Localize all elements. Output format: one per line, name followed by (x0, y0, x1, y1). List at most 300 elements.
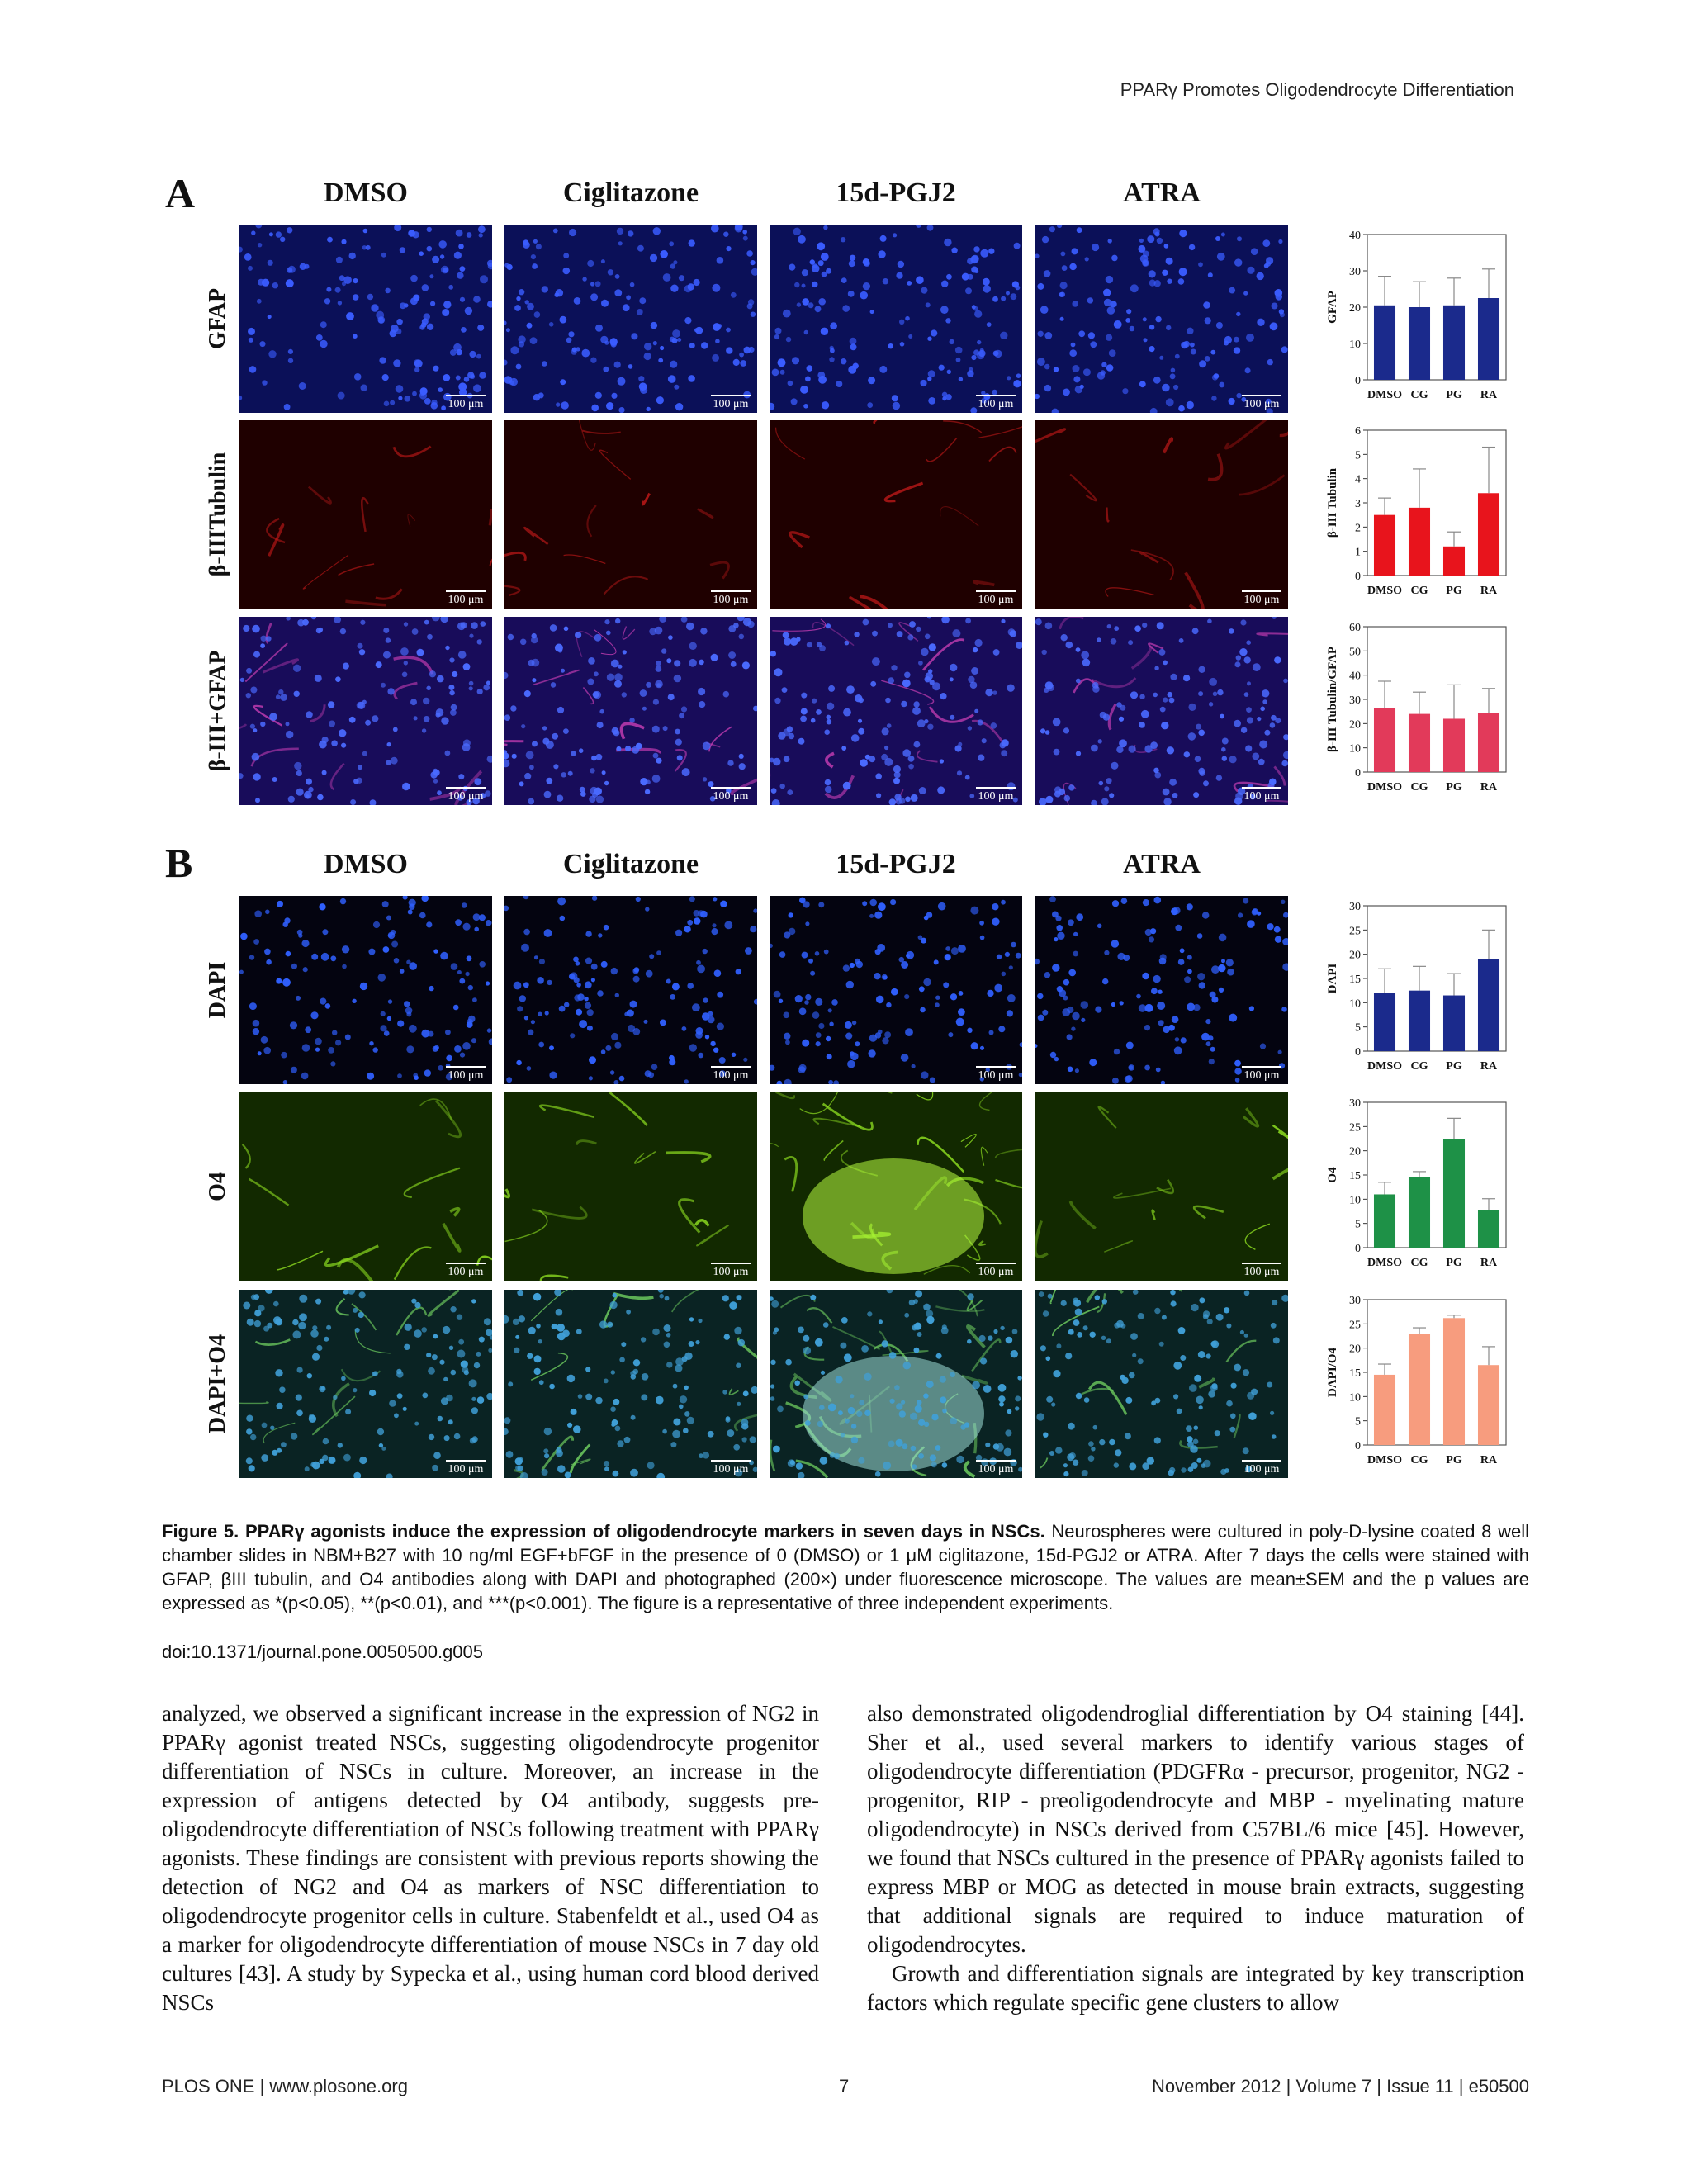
cell-nucleus (1076, 1393, 1082, 1400)
bar (1409, 508, 1430, 576)
cell-nucleus (910, 1413, 917, 1420)
cell-nucleus (1044, 364, 1050, 370)
micrograph-background (504, 420, 757, 609)
cell-nucleus (959, 991, 964, 996)
cell-nucleus (935, 1002, 940, 1007)
cell-nucleus (438, 387, 443, 392)
micrograph-drawing (504, 1290, 757, 1478)
cell-nucleus (1262, 699, 1267, 704)
cell-nucleus (1197, 973, 1205, 980)
cell-nucleus (883, 1462, 891, 1470)
cell-nucleus (974, 310, 982, 318)
cell-nucleus (653, 341, 657, 345)
cell-nucleus (277, 1403, 283, 1409)
cell-nucleus (942, 1462, 948, 1468)
cell-nucleus (1040, 306, 1049, 314)
cell-nucleus (829, 1022, 833, 1026)
cell-nucleus (506, 1451, 514, 1458)
cell-nucleus (360, 983, 367, 990)
cell-nucleus (486, 920, 492, 926)
cell-nucleus (527, 1066, 532, 1071)
bar (1374, 515, 1395, 576)
cell-nucleus (630, 282, 635, 287)
cell-nucleus (890, 899, 896, 905)
cell-nucleus (462, 902, 467, 908)
cell-nucleus (532, 263, 538, 269)
scale-bar-label: 100 μm (978, 1463, 1014, 1476)
cell-nucleus (1062, 265, 1068, 271)
cell-nucleus (637, 309, 643, 315)
cell-nucleus (737, 1295, 742, 1300)
cell-nucleus (564, 1002, 569, 1007)
cell-nucleus (812, 264, 820, 272)
cell-nucleus (1206, 1041, 1211, 1046)
cell-nucleus (1191, 349, 1196, 355)
cell-nucleus (664, 1342, 670, 1348)
cell-nucleus (547, 980, 552, 985)
cell-nucleus (426, 921, 432, 927)
cell-nucleus (801, 708, 808, 715)
cell-nucleus (518, 335, 525, 343)
cell-nucleus (529, 765, 534, 770)
cell-nucleus (335, 287, 341, 293)
cell-nucleus (651, 1064, 658, 1070)
cell-nucleus (1056, 1343, 1061, 1348)
cell-nucleus (1203, 1314, 1209, 1319)
cell-nucleus (1107, 624, 1111, 628)
cell-nucleus (439, 1360, 444, 1365)
y-tick-label: 15 (1349, 974, 1361, 986)
cell-nucleus (791, 398, 798, 405)
bar (1374, 993, 1395, 1051)
cell-nucleus (858, 728, 864, 735)
cell-nucleus (396, 1371, 403, 1377)
cell-nucleus (328, 1047, 334, 1054)
cell-nucleus (595, 281, 601, 287)
cell-nucleus (807, 365, 813, 372)
cell-nucleus (286, 279, 294, 287)
cell-nucleus (404, 661, 408, 665)
cell-nucleus (985, 1443, 990, 1447)
cell-nucleus (534, 311, 541, 318)
column-heading: Ciglitazone (562, 849, 699, 879)
cell-nucleus (1177, 1409, 1182, 1414)
cell-nucleus (288, 796, 295, 803)
row-label (201, 1290, 234, 1478)
cell-nucleus (299, 1295, 307, 1303)
cell-nucleus (684, 1353, 692, 1360)
cell-nucleus (388, 999, 392, 1003)
cell-nucleus (528, 1327, 536, 1334)
cell-nucleus (1188, 732, 1196, 741)
cell-nucleus (284, 404, 291, 410)
cell-nucleus (485, 790, 491, 797)
cell-nucleus (279, 1386, 286, 1393)
cell-nucleus (1126, 309, 1131, 314)
cell-nucleus (1106, 778, 1111, 784)
cell-nucleus (345, 1409, 351, 1414)
cell-nucleus (742, 230, 747, 235)
cell-nucleus (281, 1052, 287, 1059)
cell-nucleus (662, 1429, 667, 1434)
cell-nucleus (913, 701, 919, 707)
cell-nucleus (257, 299, 262, 304)
cell-nucleus (567, 1423, 572, 1428)
cell-nucleus (1151, 988, 1158, 994)
cell-nucleus (1229, 1427, 1235, 1433)
micrograph-drawing (239, 1290, 492, 1478)
cell-nucleus (479, 233, 483, 237)
scale-bar-line (711, 1066, 751, 1068)
cell-nucleus (884, 758, 893, 766)
cell-nucleus (927, 337, 931, 341)
cell-nucleus (1201, 1033, 1210, 1041)
cell-nucleus (1042, 1010, 1048, 1016)
cell-nucleus (538, 1012, 542, 1016)
cell-nucleus (736, 969, 741, 974)
cell-nucleus (1198, 262, 1203, 267)
cell-nucleus (405, 1324, 412, 1331)
cell-nucleus (250, 687, 257, 694)
cell-nucleus (789, 264, 795, 271)
cell-nucleus (1151, 1400, 1156, 1405)
bar (1443, 996, 1465, 1051)
micrograph-image (239, 1092, 492, 1281)
cell-nucleus (840, 1343, 846, 1349)
cell-nucleus (1243, 898, 1248, 903)
column-heading: Ciglitazone (562, 178, 699, 208)
x-tick-label: DMSO (1367, 781, 1402, 794)
cell-nucleus (992, 296, 998, 302)
scale-bar (976, 1066, 1016, 1083)
cell-nucleus (287, 268, 292, 273)
row-label-text: β-III+GFAP (205, 650, 231, 772)
cell-nucleus (1224, 1307, 1229, 1313)
cell-nucleus (851, 1424, 856, 1428)
cell-nucleus (362, 751, 367, 756)
cell-nucleus (264, 949, 271, 955)
cell-nucleus (1114, 626, 1119, 631)
cell-nucleus (417, 649, 424, 656)
cell-nucleus (1205, 1019, 1210, 1024)
cell-nucleus (796, 637, 800, 642)
cell-nucleus (1211, 396, 1216, 400)
cell-nucleus (359, 649, 365, 655)
scale-bar-label: 100 μm (448, 1463, 484, 1476)
cell-nucleus (587, 1026, 593, 1031)
cell-nucleus (1210, 992, 1216, 998)
x-tick-label: RA (1480, 389, 1498, 401)
cell-nucleus (330, 1061, 335, 1066)
cell-nucleus (1068, 784, 1074, 790)
cell-nucleus (675, 729, 680, 735)
cell-nucleus (414, 716, 418, 720)
scale-bar-line (446, 1460, 486, 1462)
cell-nucleus (538, 392, 544, 398)
cell-nucleus (912, 1464, 917, 1469)
x-tick-label: DMSO (1367, 1257, 1402, 1269)
micrograph-drawing (504, 896, 757, 1084)
cell-nucleus (1112, 1078, 1119, 1084)
cell-nucleus (797, 302, 801, 306)
cell-nucleus (880, 235, 887, 242)
cell-nucleus (419, 251, 424, 256)
cell-nucleus (674, 385, 679, 390)
cell-nucleus (252, 625, 260, 633)
cell-nucleus (1229, 1014, 1237, 1022)
cell-nucleus (1272, 1434, 1277, 1439)
cell-nucleus (576, 347, 580, 351)
cell-nucleus (333, 1395, 338, 1400)
cell-nucleus (299, 1313, 307, 1321)
cell-nucleus (858, 1457, 864, 1464)
cell-nucleus (789, 912, 793, 917)
cell-nucleus (561, 772, 566, 777)
cell-nucleus (528, 798, 534, 805)
cell-nucleus (699, 701, 705, 708)
cell-nucleus (896, 1439, 903, 1447)
cell-nucleus (359, 1291, 366, 1298)
cell-nucleus (1174, 1046, 1182, 1054)
cell-nucleus (703, 997, 708, 1002)
cell-nucleus (614, 362, 621, 368)
micrograph-drawing (239, 225, 492, 413)
micrograph-background (504, 617, 757, 805)
cell-nucleus (630, 1469, 638, 1477)
micrograph-drawing (770, 225, 1022, 413)
cell-nucleus (263, 1047, 271, 1054)
cell-nucleus (989, 1030, 994, 1035)
cell-nucleus (1219, 988, 1224, 993)
cell-nucleus (915, 1290, 922, 1297)
cell-nucleus (921, 287, 927, 294)
cell-nucleus (398, 396, 402, 400)
cell-nucleus (859, 1400, 864, 1405)
cell-nucleus (1046, 1396, 1053, 1403)
cell-nucleus (454, 1045, 462, 1053)
cell-nucleus (520, 639, 527, 646)
cell-nucleus (1226, 1400, 1233, 1407)
cell-nucleus (731, 292, 737, 298)
x-tick-label: PG (1446, 1454, 1462, 1466)
cell-nucleus (700, 628, 707, 634)
cell-nucleus (1049, 896, 1056, 902)
cell-nucleus (686, 623, 694, 631)
cell-nucleus (568, 771, 573, 776)
cell-nucleus (968, 726, 972, 730)
cell-nucleus (699, 660, 704, 666)
micrograph-background (239, 225, 492, 413)
scale-bar-line (1242, 1066, 1281, 1068)
cell-nucleus (1239, 648, 1247, 656)
cell-nucleus (1247, 267, 1254, 274)
cell-nucleus (720, 901, 727, 907)
scale-bar (976, 590, 1016, 607)
cell-nucleus (808, 959, 813, 964)
cell-nucleus (380, 1025, 386, 1031)
cell-nucleus (1198, 691, 1203, 696)
cell-nucleus (1156, 1068, 1161, 1073)
cell-nucleus (424, 620, 429, 625)
cell-nucleus (1258, 759, 1265, 765)
cell-nucleus (563, 253, 569, 258)
cell-nucleus (798, 235, 806, 244)
cell-nucleus (939, 365, 945, 371)
cell-nucleus (641, 1337, 646, 1342)
cell-nucleus (1171, 907, 1178, 915)
cell-nucleus (312, 1353, 320, 1361)
cell-nucleus (440, 952, 448, 960)
cell-nucleus (1178, 405, 1185, 412)
cell-nucleus (669, 241, 674, 246)
cell-nucleus (872, 631, 878, 637)
cell-nucleus (519, 995, 526, 1002)
cell-nucleus (240, 678, 244, 682)
cell-nucleus (711, 928, 718, 935)
cell-nucleus (1171, 368, 1176, 373)
cell-nucleus (940, 1396, 946, 1403)
cell-nucleus (608, 269, 613, 275)
cell-nucleus (711, 654, 718, 661)
cell-nucleus (1062, 1008, 1070, 1016)
cell-nucleus (452, 671, 457, 677)
cell-nucleus (597, 722, 604, 728)
cell-nucleus (794, 1381, 800, 1386)
cell-nucleus (422, 318, 429, 325)
y-tick-label: 6 (1355, 425, 1361, 438)
cell-nucleus (443, 374, 450, 381)
cell-nucleus (908, 756, 915, 762)
cell-nucleus (536, 1324, 541, 1329)
cell-nucleus (846, 1033, 852, 1040)
cell-nucleus (396, 385, 404, 393)
cell-nucleus (899, 1410, 906, 1417)
cell-nucleus (516, 296, 520, 301)
cell-nucleus (510, 378, 518, 386)
cell-nucleus (1007, 685, 1014, 692)
cell-nucleus (336, 257, 343, 263)
cell-nucleus (373, 1047, 378, 1052)
cell-nucleus (780, 784, 785, 789)
cell-nucleus (862, 901, 867, 906)
cell-nucleus (1129, 746, 1136, 753)
cell-nucleus (591, 756, 597, 761)
cell-nucleus (703, 777, 707, 781)
cell-nucleus (469, 1379, 477, 1387)
cell-nucleus (514, 305, 521, 311)
cell-nucleus (1163, 789, 1170, 796)
cell-nucleus (311, 954, 318, 960)
cell-nucleus (1130, 326, 1135, 332)
cell-nucleus (508, 1381, 513, 1386)
cell-nucleus (613, 1399, 619, 1405)
cell-nucleus (471, 1038, 476, 1043)
bar (1374, 306, 1395, 380)
cell-nucleus (971, 667, 978, 675)
cell-nucleus (1119, 717, 1124, 722)
cell-nucleus (970, 255, 978, 263)
cell-nucleus (907, 281, 912, 286)
micrograph-background (239, 420, 492, 609)
cell-nucleus (917, 719, 926, 727)
cell-nucleus (1211, 965, 1220, 974)
cell-nucleus (386, 916, 391, 921)
cell-nucleus (958, 742, 962, 746)
micrograph-drawing (1035, 617, 1288, 805)
cell-nucleus (563, 728, 569, 734)
cell-nucleus (1226, 959, 1234, 966)
cell-nucleus (566, 338, 572, 343)
cell-nucleus (1203, 780, 1209, 786)
cell-nucleus (908, 334, 912, 339)
cell-nucleus (1264, 730, 1270, 736)
cell-nucleus (591, 405, 599, 412)
cell-nucleus (828, 1404, 836, 1412)
cell-nucleus (874, 912, 882, 919)
scale-bar (711, 1263, 751, 1279)
cell-nucleus (335, 676, 341, 682)
cell-nucleus (1224, 1468, 1229, 1473)
y-tick-label: 30 (1349, 901, 1361, 913)
cell-nucleus (1120, 705, 1125, 711)
cell-nucleus (1209, 702, 1213, 706)
cell-nucleus (249, 955, 254, 959)
cell-nucleus (1169, 779, 1177, 786)
cell-nucleus (958, 1008, 965, 1016)
cell-nucleus (653, 699, 659, 705)
cell-nucleus (340, 628, 346, 634)
cell-nucleus (711, 225, 719, 233)
cell-nucleus (619, 1357, 625, 1363)
cell-nucleus (426, 686, 431, 691)
bar (1478, 1365, 1499, 1445)
cell-nucleus (946, 274, 952, 280)
cell-nucleus (864, 1373, 871, 1381)
cell-nucleus (938, 902, 946, 911)
cell-nucleus (926, 302, 931, 307)
cell-nucleus (478, 225, 486, 233)
cell-nucleus (818, 1023, 824, 1029)
cell-nucleus (539, 1380, 544, 1385)
cell-nucleus (292, 1319, 298, 1325)
cell-nucleus (950, 993, 957, 1000)
cell-nucleus (1222, 756, 1227, 761)
cell-nucleus (1052, 964, 1059, 971)
cell-nucleus (275, 1369, 282, 1376)
cell-nucleus (524, 1016, 528, 1020)
cell-nucleus (733, 1444, 740, 1451)
cell-nucleus (1278, 239, 1282, 244)
cell-nucleus (801, 693, 807, 699)
cell-nucleus (901, 701, 907, 708)
cell-nucleus (412, 628, 419, 635)
cell-nucleus (1266, 261, 1271, 266)
cell-nucleus (363, 229, 368, 234)
y-tick-label: 50 (1349, 646, 1361, 659)
cell-nucleus (581, 349, 590, 358)
cell-nucleus (291, 1433, 297, 1439)
cell-nucleus (508, 634, 514, 641)
cell-nucleus (387, 742, 391, 746)
cell-nucleus (726, 246, 731, 251)
cell-nucleus (1044, 385, 1051, 391)
cell-nucleus (574, 977, 580, 983)
cell-nucleus (562, 1329, 570, 1337)
micrograph-drawing (239, 896, 492, 1084)
cell-nucleus (1144, 1065, 1150, 1071)
cell-nucleus (1195, 756, 1201, 762)
cell-nucleus (969, 794, 974, 798)
